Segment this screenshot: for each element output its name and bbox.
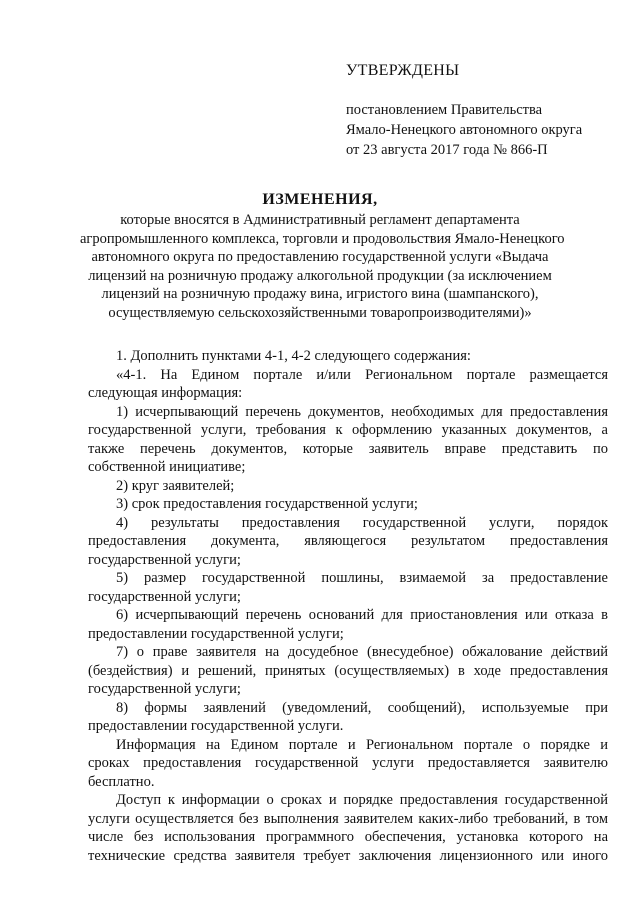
body-line: технические средства заявителя требует заключения лицензионного или иного (88, 847, 608, 864)
approval-line: постановлением Правительства (346, 102, 543, 118)
body-line: 2) круг заявителей; (116, 477, 235, 494)
body-line: предоставления документа, являющегося результатом предоставления (88, 533, 608, 549)
body-line: услуги осуществляется без выполнения заявителем каких-либо требований, в том (88, 810, 608, 827)
body-line: собственной инициативе; (88, 459, 246, 475)
body-line: также перечень документов, которые заявитель вправе представить по (88, 440, 608, 457)
body-line: Информация на Едином портале и Региональном портале о порядке и (116, 736, 608, 753)
subtitle-line: агропромышленного комплекса, торговли и продовольствия Ямало-Ненецкого (80, 230, 565, 247)
subtitle-line: лицензий на розничную продажу вина, игристого вина (шампанского), (101, 286, 539, 302)
body-line: государственной услуги, требования к оформлению указанных документов, а (88, 422, 608, 438)
body-line: 1. Дополнить пунктами 4-1, 4-2 следующего содержания: (116, 348, 471, 364)
approval-line: Ямало-Ненецкого автономного округа (346, 122, 583, 138)
body-line: государственной услуги; (88, 551, 241, 568)
body-line: 7) о праве заявителя на досудебное (внесудебное) обжалование действий (116, 644, 608, 660)
subtitle-line: которые вносятся в Административный регламент департамента (120, 212, 520, 228)
subtitle-line: лицензий на розничную продажу алкогольной продукции (за исключением (88, 267, 552, 284)
body-line: государственной услуги; (88, 681, 241, 697)
document-body (88, 347, 608, 865)
body-line: числе без использования программного обеспечения, установка которого на (88, 829, 608, 845)
subtitle-line: осуществляемую сельскохозяйственными товаропроизводителями)» (108, 304, 532, 321)
approval-reference (346, 100, 582, 160)
body-line: предоставлении государственной услуги. (88, 718, 344, 734)
approval-line: от 23 августа 2017 года № 866-П (346, 142, 548, 158)
body-line: 8) формы заявлений (уведомлений, сообщений), используемые при (116, 699, 608, 716)
body-line: предоставлении государственной услуги; (88, 625, 344, 642)
body-line: 1) исчерпывающий перечень документов, необходимых для предоставления (116, 403, 608, 420)
body-line: «4-1. На Едином портале и/или Региональном портале размещается (116, 366, 608, 383)
body-line: бесплатно. (88, 773, 155, 790)
subtitle-line: автономного округа по предоставлению государственной услуги «Выдача (91, 249, 549, 265)
body-line: 6) исчерпывающий перечень оснований для приостановления или отказа в (116, 607, 608, 623)
body-line: государственной услуги; (88, 588, 241, 605)
document-subtitle (80, 211, 565, 322)
body-line: Доступ к информации о сроках и порядке предоставления государственной (116, 792, 608, 808)
body-line: (бездействия) и решений, принятых (осуществляемых) в ходе предоставления (88, 662, 608, 679)
body-line: сроках предоставления государственной услуги предоставляется заявителю (88, 755, 608, 771)
body-line: следующая информация: (88, 385, 243, 401)
body-line: 5) размер государственной пошлины, взимаемой за предоставление (116, 570, 608, 586)
body-line: 4) результаты предоставления государственной услуги, порядок (116, 514, 608, 531)
document-title: ИЗМЕНЕНИЯ, (262, 191, 378, 208)
body-line: 3) срок предоставления государственной услуги; (116, 496, 418, 512)
approved-heading: УТВЕРЖДЕНЫ (346, 62, 460, 79)
